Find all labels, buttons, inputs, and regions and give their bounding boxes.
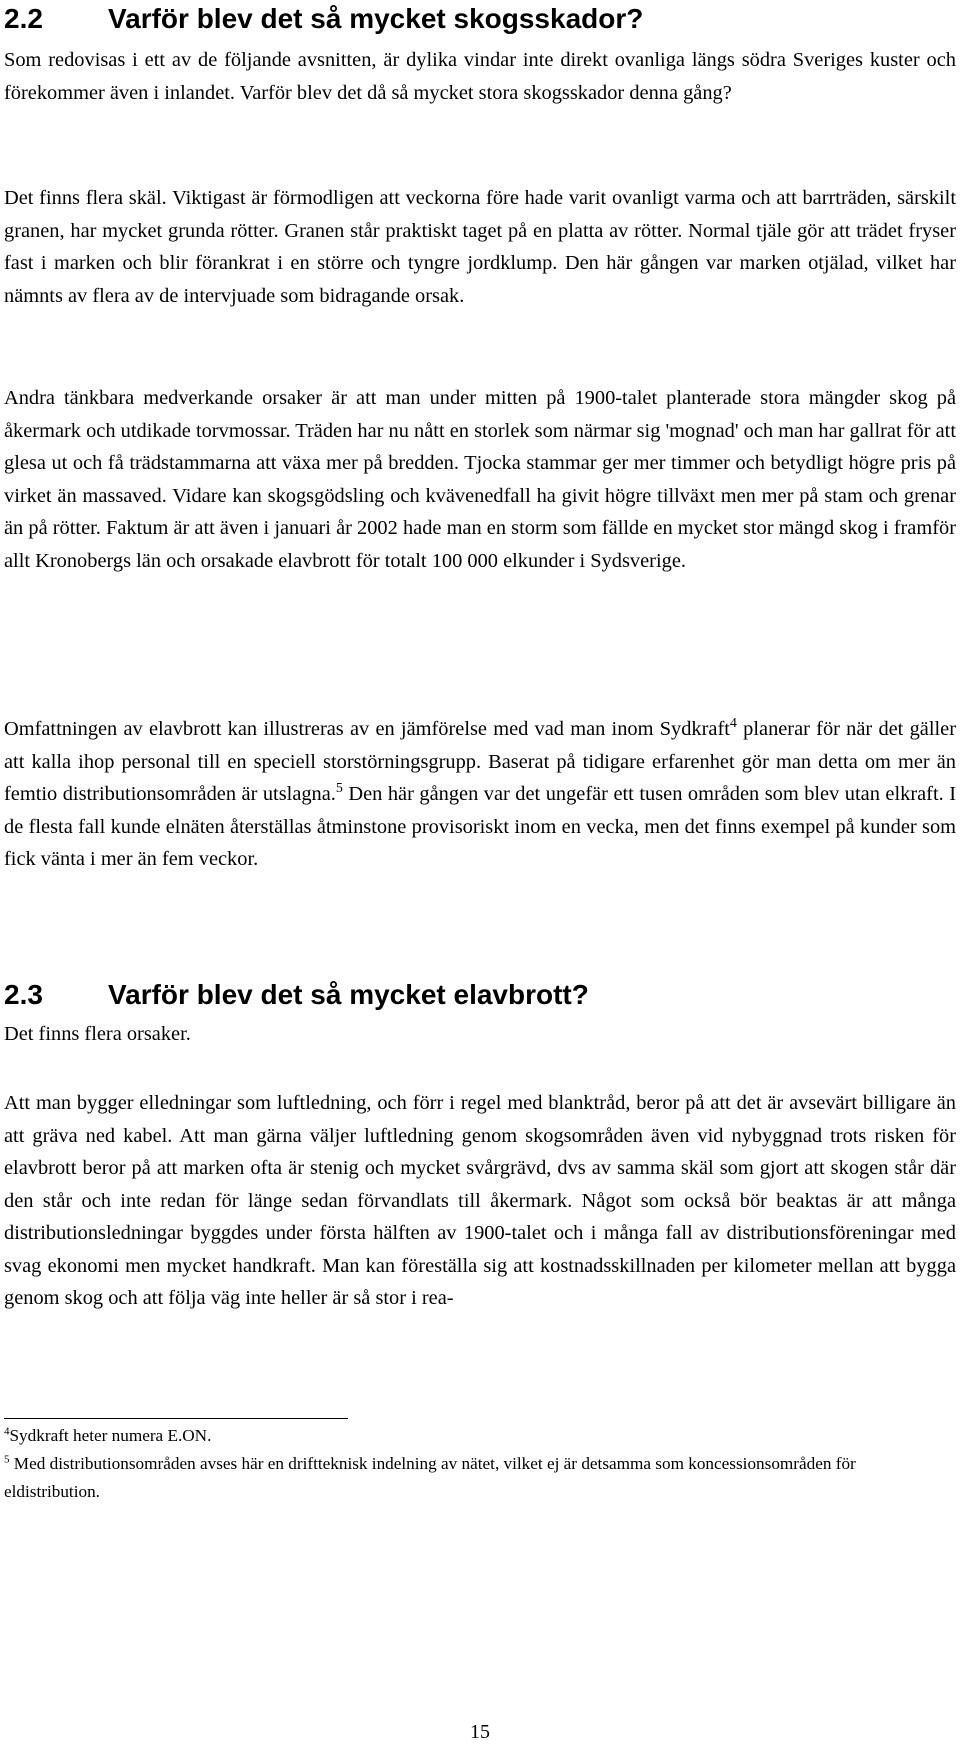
footnote-ref: 5 [335,781,343,797]
paragraph: Det finns flera orsaker. [4,1023,191,1045]
section-number: 2.3 [4,979,43,1010]
footnote-ref: 4 [729,716,737,732]
text-segment: Den här gången var det ungefär ett tusen områden som blev utan elkraft. I de flesta fall kunde elnäten återställas åtminstone provisoriskt inom en vecka, men det finns exempel på kunder som fick vänta i mer än fem veckor. [4,783,956,870]
footnote-text: Sydkraft heter numera E.ON. [9,1426,212,1445]
footnote-mark: 4 [4,1425,10,1438]
footnote [4,1450,956,1506]
footnote [4,1422,956,1450]
text-segment: Omfattningen av elavbrott kan illustreras av en jämförelse med vad man inom Sydkraft [4,718,730,740]
paragraph: Som redovisas i ett av de följande avsnitten, är dylika vindar inte direkt ovanliga längs södra Sveriges kuster och förekommer även i inlandet. Varför blev det då så mycket stora skogsskador denna gång? [4,49,956,104]
section-title: Varför blev det så mycket skogsskador? [108,3,644,34]
text-segment: planerar för när det gäller att kalla ihop personal till en speciell storstörningsgrupp. Baserat på tidigare erfarenhet gör man detta om mer än femtio distributionsområden är utslagna. [4,718,956,805]
section-heading-2-2 [4,2,643,36]
paragraph-with-footnote-refs [4,713,956,876]
page-number: 15 [470,1721,490,1743]
paragraph: Andra tänkbara medverkande orsaker är att man under mitten på 1900-talet planterade stora mängder skog på åkermark och utdikade torvmossar. Träden har nu nått en storlek som närmar sig 'mognad' och man har gallrat för att glesa ut och få trädstammarna att växa mer på bredden. Tjocka stammar ger mer timmer och betydligt högre pris på virket än massaved. Vidare kan skogsgödsling och kvävenedfall ha givit högre tillväxt men mer på stam och grenar än på rötter. Faktum är att även i januari år 2002 hade man en storm som fällde en mycket stor mängd skog i framför allt Kronobergs län och orsakade elavbrott för totalt 100 000 elkunder i Sydsverige. [4,387,956,572]
footnote-divider [4,1418,348,1419]
footnote-text: Med distributionsområden avses här en driftteknisk indelning av nätet, vilket ej är detsamma som koncessionsområden för eldistribution. [4,1454,856,1501]
footnotes [4,1422,956,1506]
section-heading-2-3 [4,978,589,1012]
paragraph: Att man bygger elledningar som luftledning, och förr i regel med blanktråd, beror på att det är avsevärt billigare än att gräva ned kabel. Att man gärna väljer luftledning genom skogsområden även vid nybyggnad trots risken för elavbrott beror på att marken ofta är stenig och mycket svårgrävd, dvs av samma skäl som gjort att skogen står där den står och inte redan för länge sedan förvandlats till åkermark. Något som också bör beaktas är att många distributionsledningar byggdes under första hälften av 1900-talet och i många fall av distributionsföreningar med svag ekonomi men mycket handkraft. Man kan föreställa sig att kostnadsskillnaden per kilometer mellan att bygga genom skog och att följa väg inte heller är så stor i rea- [4,1092,956,1309]
footnote-mark: 5 [4,1453,10,1466]
section-title: Varför blev det så mycket elavbrott? [108,979,589,1010]
paragraph: Det finns flera skäl. Viktigast är förmodligen att veckorna före hade varit ovanligt varma och att barrträden, särskilt granen, har mycket grunda rötter. Granen står praktiskt taget på en platta av rötter. Normal tjäle gör att trädet fryser fast i marken och blir förankrat i en större och tyngre jordklump. Den här gången var marken otjälad, vilket har nämnts av flera av de intervjuade som bidragande orsak. [4,187,956,307]
section-number: 2.2 [4,3,43,34]
